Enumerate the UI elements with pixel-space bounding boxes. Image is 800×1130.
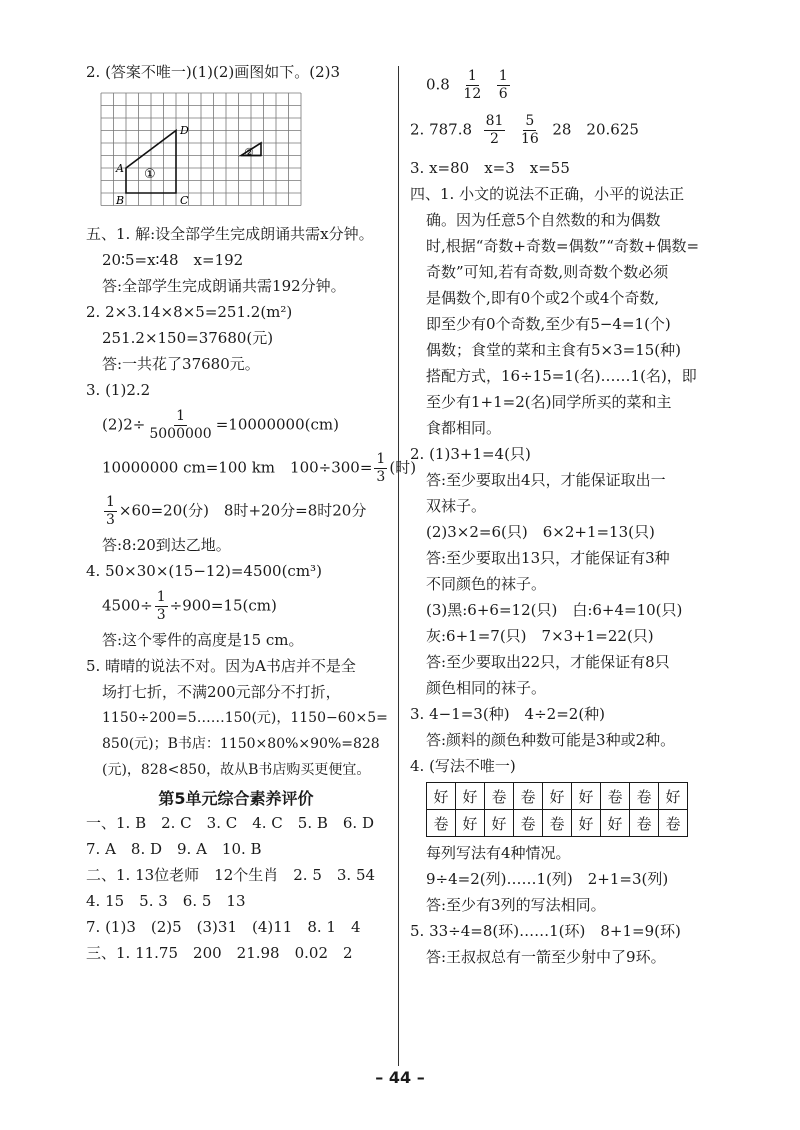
answer-line: 4. (写法不唯一): [410, 757, 516, 775]
answer-line: 搭配方式，16÷15=1(名)……1(名)，即: [426, 367, 697, 385]
shape-label-2: ②: [244, 146, 254, 159]
fraction: $\frac{5}{16}$: [520, 113, 539, 147]
answer-line: 4500÷ $\frac{1}{3}$ ÷900=15(cm): [102, 589, 277, 623]
answer-line: 答:8:20到达乙地。: [102, 536, 231, 554]
left-column: [86, 62, 417, 963]
word-table: [426, 782, 688, 837]
point-label-d: D: [180, 124, 189, 137]
fraction: $\frac{1}{3}$: [376, 451, 386, 485]
answer-line: 2. 787.8 $\frac{81}{2}$ $\frac{5}{16}$ 28 20.625: [410, 113, 639, 147]
table-cell: 卷: [427, 810, 456, 837]
answer-line: 五、1. 解:设全部学生完成朗诵共需x分钟。: [86, 225, 374, 243]
answer-line: 5. 33÷4=8(环)……1(环) 8+1=9(环): [410, 922, 681, 940]
point-label-b: B: [116, 194, 125, 207]
answer-line: 5. 晴晴的说法不对。因为A书店并不是全: [86, 657, 356, 675]
fraction: $\frac{1}{3}$: [106, 494, 115, 528]
table-cell: 卷: [514, 783, 543, 810]
answer-line: 食都相同。: [426, 419, 502, 437]
answer-line: (元)，828<850，故从B书店购买更便宜。: [102, 762, 371, 778]
fraction: $\frac{1}{5000000}$: [149, 408, 212, 442]
table-cell: 好: [456, 810, 485, 837]
table-cell: 好: [543, 783, 572, 810]
answer-line: (2)3×2=6(只) 6×2+1=13(只): [426, 523, 655, 541]
fraction: $\frac{1}{12}$: [463, 68, 482, 102]
answer-line: 奇数”可知,若有奇数,则奇数个数必须: [426, 263, 669, 281]
answer-line: 1150÷200=5……150(元)，1150−60×5=: [102, 710, 388, 726]
answer-line: 0.8 $\frac{1}{12}$ $\frac{1}{6}$: [426, 68, 508, 102]
table-row: [427, 783, 688, 810]
table-cell: 好: [456, 783, 485, 810]
section-title: 第5单元综合素养评价: [158, 789, 314, 808]
answer-line: 每列写法有4种情况。: [426, 844, 571, 862]
point-label-c: C: [180, 194, 189, 207]
answer-line: 至少有1+1=2(名)同学所买的菜和主: [426, 393, 672, 411]
answer-line: 确。因为任意5个自然数的和为偶数: [426, 211, 661, 229]
right-column: [410, 62, 720, 967]
table-cell: 卷: [630, 810, 659, 837]
answer-line: 9÷4=2(列)……1(列) 2+1=3(列): [426, 870, 669, 888]
answer-line: 3. x=80 x=3 x=55: [410, 159, 570, 177]
answer-line: 3. 4−1=3(种) 4÷2=2(种): [410, 705, 606, 723]
answer-line: 是偶数个,即有0个或2个或4个奇数,: [426, 289, 660, 307]
answer-line: 20∶5=x∶48 x=192: [102, 251, 244, 269]
answer-line: 答:王叔叔总有一箭至少射中了9环。: [426, 948, 666, 966]
answer-line: 双袜子。: [426, 497, 487, 515]
table-cell: 好: [601, 810, 630, 837]
answer-line: 答:全部学生完成朗诵共需192分钟。: [102, 277, 346, 295]
answer-line: 答:这个零件的高度是15 cm。: [102, 631, 304, 649]
fraction: $\frac{81}{2}$: [485, 113, 504, 147]
table-cell: 好: [572, 783, 601, 810]
answer-line: 4. 50×30×(15−12)=4500(cm³): [86, 562, 322, 580]
table-cell: 卷: [543, 810, 572, 837]
answer-line: 7. A 8. D 9. A 10. B: [86, 840, 262, 858]
table-cell: 好: [659, 783, 688, 810]
answer-line: 7. (1)3 (2)5 (3)31 (4)11 8. 1 4: [86, 918, 361, 936]
page-number: – 44 –: [375, 1068, 425, 1087]
answer-line: 时,根据“奇数+奇数=偶数”“奇数+偶数=: [426, 237, 700, 255]
answer-line: 850(元)；B书店：1150×80%×90%=828: [102, 736, 380, 752]
answer-line: 一、1. B 2. C 3. C 4. C 5. B 6. D: [86, 814, 374, 832]
answer-line: 2. (答案不唯一)(1)(2)画图如下。(2)3: [86, 63, 341, 81]
answer-line: 答:至少有3列的写法相同。: [426, 896, 606, 914]
answer-line: 三、1. 11.75 200 21.98 0.02 2: [86, 944, 353, 962]
answer-line: $\frac{1}{3}$ ×60=20(分) 8时+20分=8时20分: [106, 494, 367, 528]
table-cell: 卷: [485, 783, 514, 810]
answer-line: (3)黑:6+6=12(只) 白:6+4=10(只): [426, 601, 683, 619]
fraction: $\frac{1}{6}$: [498, 68, 508, 102]
column-divider: [398, 66, 399, 1066]
answer-line: 答:至少要取出22只，才能保证有8只: [426, 653, 670, 671]
answer-line: 二、1. 13位老师 12个生肖 2. 5 3. 54: [86, 866, 376, 884]
answer-line: 不同颜色的袜子。: [426, 575, 547, 593]
grid-figure: [96, 88, 306, 218]
answer-line: 答:一共花了37680元。: [102, 355, 260, 373]
answer-line: 答:至少要取出13只，才能保证有3种: [426, 549, 670, 567]
answer-line: 3. (1)2.2: [86, 381, 151, 399]
answer-line: 2. 2×3.14×8×5=251.2(m²): [86, 303, 293, 321]
answer-line: 四、1. 小文的说法不正确，小平的说法正: [410, 185, 685, 203]
shape-label-1: ①: [144, 167, 156, 182]
point-label-a: A: [116, 162, 124, 175]
table-cell: 好: [572, 810, 601, 837]
answer-line: 偶数；食堂的菜和主食有5×3=15(种): [426, 341, 682, 359]
table-cell: 卷: [601, 783, 630, 810]
answer-line: 颜色相同的袜子。: [426, 679, 547, 697]
answer-line: 灰:6+1=7(只) 7×3+1=22(只): [426, 627, 654, 645]
answer-line: 答:至少要取出4只，才能保证取出一: [426, 471, 666, 489]
answer-line: 2. (1)3+1=4(只): [410, 445, 531, 463]
answer-line: 场打七折，不满200元部分不打折，: [102, 683, 341, 701]
answer-line: 4. 15 5. 3 6. 5 13: [86, 892, 246, 910]
answer-line: (2)2÷ $\frac{1}{5000000}$ =10000000(cm): [102, 408, 339, 442]
fraction: $\frac{1}{3}$: [156, 589, 166, 623]
table-cell: 好: [427, 783, 456, 810]
table-row: [427, 810, 688, 837]
table-cell: 好: [485, 810, 514, 837]
table-cell: 卷: [630, 783, 659, 810]
answer-line: 即至少有0个奇数,至少有5−4=1(个): [426, 315, 671, 333]
answer-line: 10000000 cm=100 km 100÷300= $\frac{1}{3}$ (时): [102, 451, 417, 485]
table-cell: 卷: [659, 810, 688, 837]
answer-line: 答:颜料的颜色种数可能是3种或2种。: [426, 731, 676, 749]
answer-line: 251.2×150=37680(元): [102, 329, 274, 347]
table-cell: 卷: [514, 810, 543, 837]
